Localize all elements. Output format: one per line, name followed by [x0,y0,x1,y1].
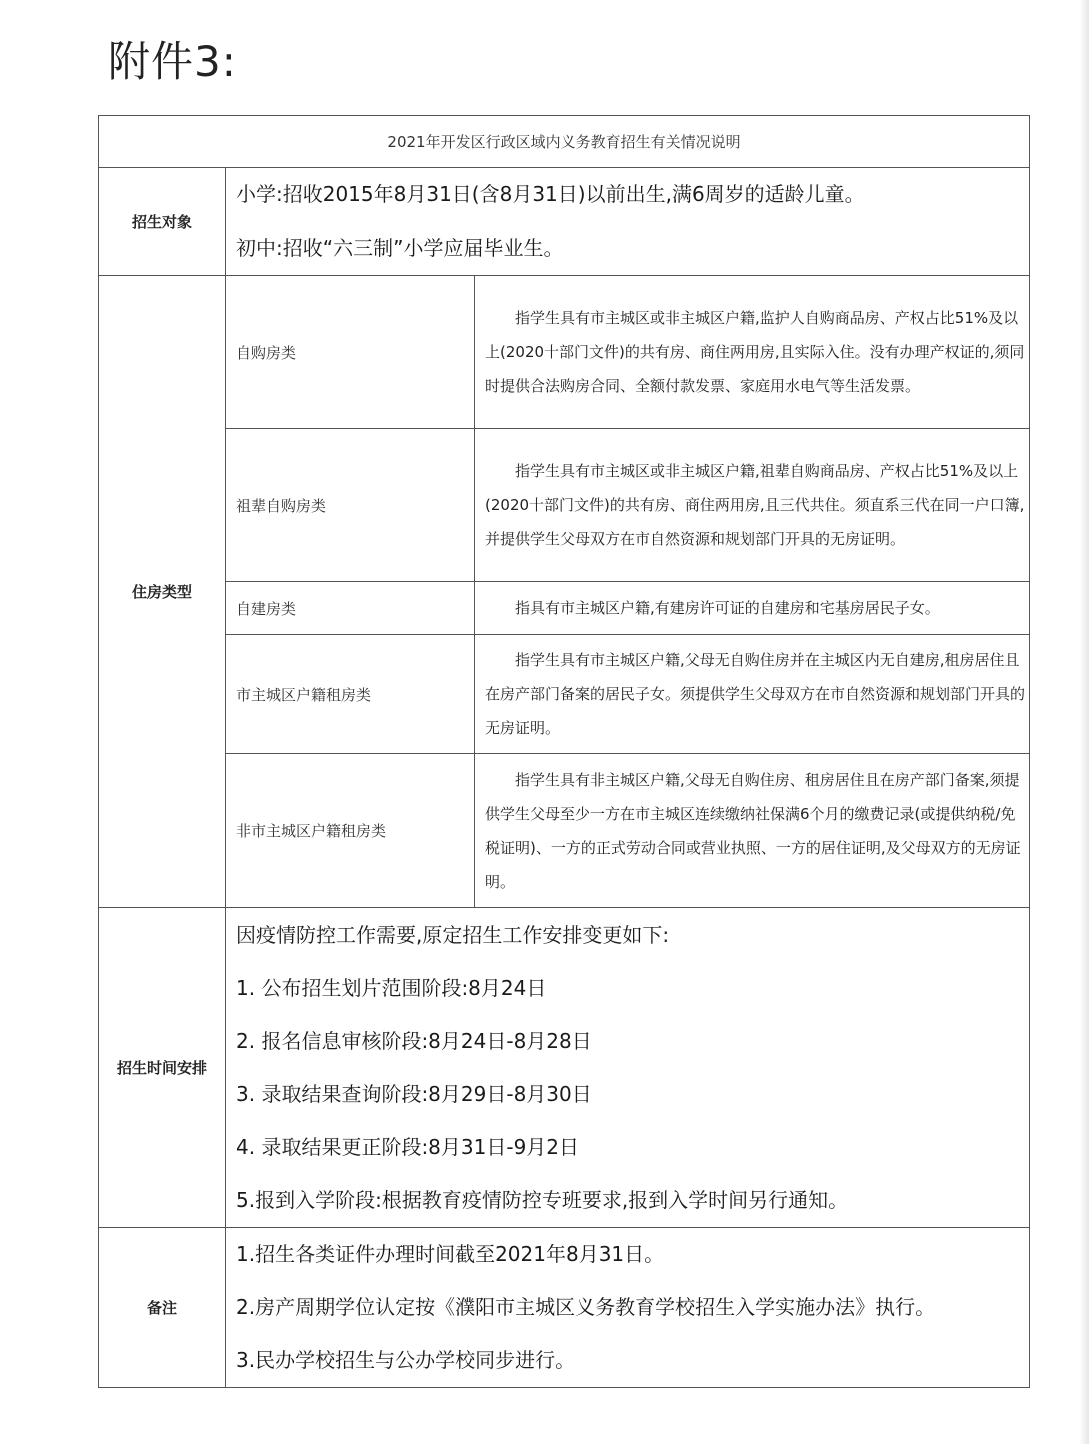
schedule-step: 1. 公布招生划片范围阶段:8月24日 [236,975,547,1000]
housing-type-desc: 指学生具有市主城区户籍,父母无自购住房并在主城区内无自建房,租房居住且在房产部门备案的居民子女。须提供学生父母双方在市自然资源和规划部门开具的无房证明。 [475,635,1030,754]
notes-label: 备注 [99,1228,226,1388]
schedule-label: 招生时间安排 [99,908,226,1228]
schedule-step: 5.报到入学阶段:根据教育疫情防控专班要求,报到入学时间另行通知。 [236,1187,849,1212]
housing-type-desc: 指学生具有非主城区户籍,父母无自购住房、租房居住且在房产部门备案,须提供学生父母至少一方在市主城区连续缴纳社保满6个月的缴费记录(或提供纳税/免税证明)、一方的正式劳动合同或营业执照、一方的居住证明,及父母双方的无房证明。 [475,754,1030,908]
enrollment-target-content [226,168,1030,276]
housing-type-name: 自购房类 [226,276,475,429]
housing-type-label: 住房类型 [99,276,226,908]
attachment-title: 附件3: [108,37,237,86]
table-title-row [99,116,1030,168]
schedule-step: 4. 录取结果更正阶段:8月31日-9月2日 [236,1134,580,1159]
housing-row [99,635,1030,754]
primary-school-target: 小学:招收2015年8月31日(含8月31日)以前出生,满6周岁的适龄儿童。 [236,182,865,206]
schedule-step: 2. 报名信息审核阶段:8月24日-8月28日 [236,1028,592,1053]
schedule-intro: 因疫情防控工作需要,原定招生工作安排变更如下: [236,922,670,947]
housing-type-desc: 指学生具有市主城区或非主城区户籍,监护人自购商品房、产权占比51%及以上(2020十部门文件)的共有房、商住两用房,且实际入住。没有办理产权证的,须同时提供合法购房合同、全额付款发票、家庭用水电气等生活发票。 [475,276,1030,429]
housing-type-name: 非市主城区户籍租房类 [226,754,475,908]
housing-type-name: 市主城区户籍租房类 [226,635,475,754]
housing-row [99,429,1030,582]
enrollment-target-label: 招生对象 [99,168,226,276]
housing-type-desc: 指学生具有市主城区或非主城区户籍,祖辈自购商品房、产权占比51%及以上(2020十部门文件)的共有房、商住两用房,且三代共住。须直系三代在同一户口簿,并提供学生父母双方在市自然资源和规划部门开具的无房证明。 [475,429,1030,582]
note-item: 3.民办学校招生与公办学校同步进行。 [236,1348,576,1372]
schedule-content [226,908,1030,1228]
notes-content [226,1228,1030,1388]
housing-row [99,754,1030,908]
schedule-step: 3. 录取结果查询阶段:8月29日-8月30日 [236,1081,592,1106]
table-title: 2021年开发区行政区域内义务教育招生有关情况说明 [99,116,1030,168]
note-item: 2.房产周期学位认定按《濮阳市主城区义务教育学校招生入学实施办法》执行。 [236,1295,936,1319]
middle-school-target: 初中:招收“六三制”小学应届毕业生。 [236,236,564,260]
note-item: 1.招生各类证件办理时间截至2021年8月31日。 [236,1242,665,1266]
schedule-row [99,908,1030,1228]
housing-type-desc: 指具有市主城区户籍,有建房许可证的自建房和宅基房居民子女。 [475,582,1030,635]
page-edge-shadow [1079,0,1089,1444]
notes-row [99,1228,1030,1388]
housing-row [99,276,1030,429]
housing-type-name: 祖辈自购房类 [226,429,475,582]
enrollment-info-table [98,115,1030,1388]
housing-type-name: 自建房类 [226,582,475,635]
housing-row [99,582,1030,635]
enrollment-target-row [99,168,1030,276]
